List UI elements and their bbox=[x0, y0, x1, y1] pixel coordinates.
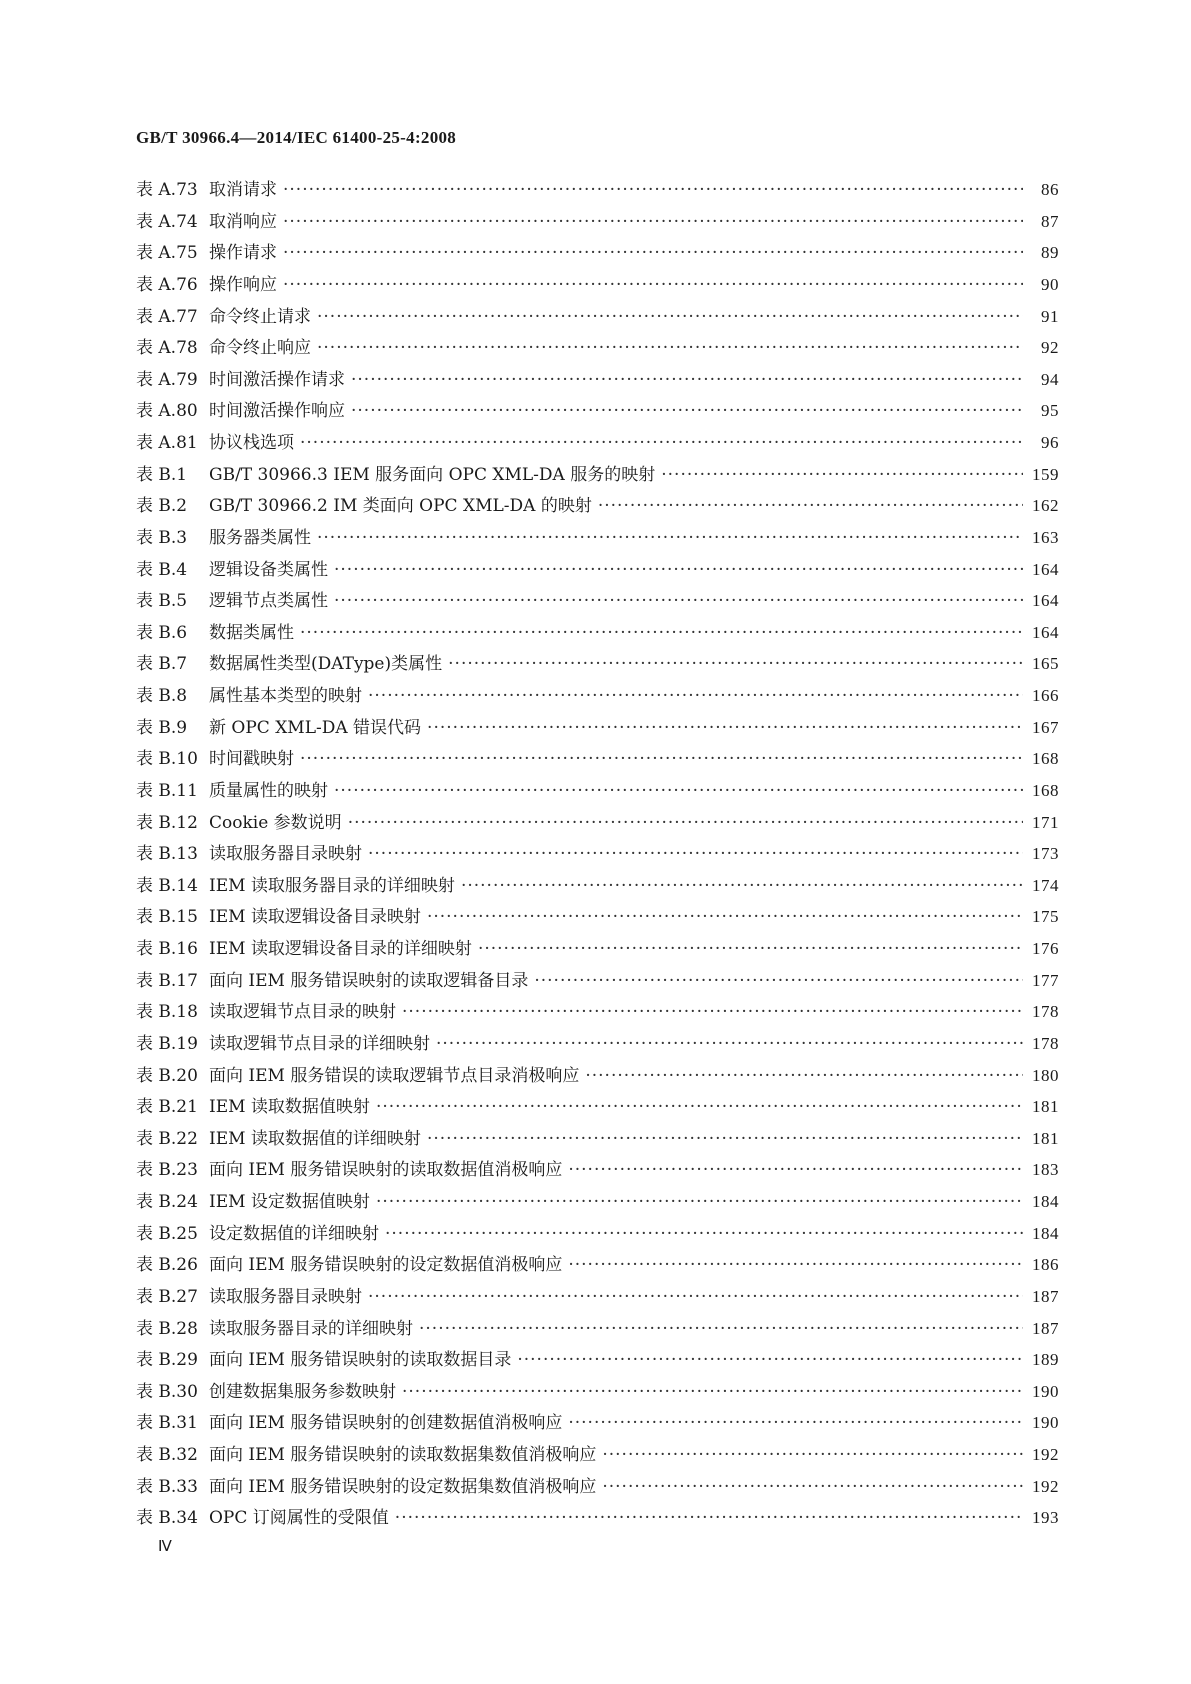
toc-entry-label: 表 A.78 bbox=[136, 338, 198, 359]
toc-entry[interactable] bbox=[136, 370, 1059, 402]
toc-entry-page: 164 bbox=[1032, 559, 1059, 579]
toc-entry-page: 92 bbox=[1041, 338, 1059, 358]
toc-entry-label: 表 B.31 bbox=[136, 1413, 198, 1434]
toc-entry-label: 表 B.12 bbox=[136, 812, 198, 833]
toc-entry-label: 表 B.9 bbox=[136, 717, 188, 738]
toc-entry-page: 163 bbox=[1032, 527, 1059, 547]
toc-entry-page: 86 bbox=[1041, 180, 1059, 199]
toc-entry-label: 表 B.15 bbox=[136, 907, 198, 928]
toc-entry-page: 184 bbox=[1032, 1192, 1059, 1211]
toc-entry-title: 命令终止响应 bbox=[209, 338, 311, 359]
toc-entry-page: 173 bbox=[1032, 844, 1059, 864]
toc-entry-label: 表 B.11 bbox=[136, 780, 198, 801]
toc-entry-title: GB/T 30966.2 IM 类面向 OPC XML-DA 的映射 bbox=[209, 496, 592, 517]
toc-entry-label: 表 B.30 bbox=[136, 1381, 198, 1402]
toc-entry-page: 95 bbox=[1041, 401, 1059, 421]
toc-entry-page: 186 bbox=[1032, 1255, 1059, 1275]
toc-entry-page: 162 bbox=[1032, 496, 1059, 516]
toc-entry-title: 设定数据值的详细映射 bbox=[209, 1223, 379, 1244]
toc-entry-page: 181 bbox=[1032, 1128, 1059, 1148]
table-of-contents bbox=[136, 180, 1059, 1540]
toc-entry-page: 164 bbox=[1032, 591, 1059, 611]
toc-entry-title: IEM 读取数据值的详细映射 bbox=[209, 1128, 421, 1149]
dot-leader bbox=[376, 1192, 1023, 1212]
toc-entry[interactable] bbox=[136, 1413, 1059, 1445]
toc-entry-page: 189 bbox=[1032, 1350, 1059, 1370]
toc-entry-title: 新 OPC XML-DA 错误代码 bbox=[209, 717, 422, 738]
toc-entry-title: 数据类属性 bbox=[209, 622, 294, 643]
toc-entry[interactable] bbox=[136, 781, 1059, 813]
toc-entry-label: 表 B.27 bbox=[136, 1286, 198, 1307]
toc-entry-title: 读取逻辑节点目录的映射 bbox=[209, 1002, 396, 1023]
toc-entry-page: 181 bbox=[1032, 1097, 1059, 1117]
toc-entry-label: 表 B.1 bbox=[136, 464, 188, 485]
toc-entry-page: 96 bbox=[1041, 433, 1059, 452]
toc-entry[interactable] bbox=[136, 1477, 1059, 1509]
toc-entry-label: 表 B.14 bbox=[136, 875, 198, 896]
toc-entry-title: 创建数据集服务参数映射 bbox=[209, 1381, 396, 1402]
toc-entry-page: 187 bbox=[1032, 1286, 1059, 1306]
dot-leader bbox=[368, 844, 1023, 864]
toc-entry-page: 180 bbox=[1032, 1065, 1059, 1085]
toc-entry-page: 168 bbox=[1032, 780, 1059, 800]
toc-entry[interactable] bbox=[136, 496, 1059, 528]
dot-leader bbox=[661, 465, 1023, 485]
toc-entry-label: 表 B.8 bbox=[136, 686, 188, 706]
dot-leader bbox=[598, 496, 1023, 516]
toc-entry[interactable] bbox=[136, 813, 1059, 845]
toc-entry[interactable] bbox=[136, 686, 1059, 718]
dot-leader bbox=[568, 1255, 1023, 1275]
toc-entry[interactable] bbox=[136, 1192, 1059, 1224]
toc-entry-page: 190 bbox=[1032, 1381, 1059, 1401]
toc-entry-page: 165 bbox=[1032, 654, 1059, 674]
toc-entry-title: 面向 IEM 服务错误映射的读取数据目录 bbox=[209, 1350, 512, 1371]
toc-entry-label: 表 B.21 bbox=[136, 1097, 198, 1118]
dot-leader bbox=[478, 939, 1023, 959]
toc-entry-title: 操作请求 bbox=[209, 243, 277, 264]
toc-entry[interactable] bbox=[136, 718, 1059, 750]
toc-entry-page: 166 bbox=[1032, 686, 1059, 705]
toc-entry[interactable] bbox=[136, 1224, 1059, 1256]
dot-leader bbox=[283, 212, 1023, 232]
toc-entry-label: 表 B.5 bbox=[136, 591, 188, 612]
dot-leader bbox=[602, 1477, 1023, 1497]
dot-leader bbox=[534, 971, 1023, 991]
toc-entry[interactable] bbox=[136, 465, 1059, 497]
toc-entry[interactable] bbox=[136, 243, 1059, 275]
toc-entry-page: 175 bbox=[1032, 907, 1059, 927]
toc-entry-label: 表 B.26 bbox=[136, 1255, 198, 1276]
toc-entry-label: 表 B.28 bbox=[136, 1318, 198, 1339]
toc-entry-label: 表 A.79 bbox=[136, 369, 198, 390]
dot-leader bbox=[334, 591, 1023, 611]
toc-entry-page: 187 bbox=[1032, 1318, 1059, 1338]
dot-leader bbox=[427, 907, 1023, 927]
dot-leader bbox=[385, 1224, 1023, 1244]
toc-entry[interactable] bbox=[136, 528, 1059, 560]
toc-entry[interactable] bbox=[136, 560, 1059, 592]
toc-entry-title: GB/T 30966.3 IEM 服务面向 OPC XML-DA 服务的映射 bbox=[209, 464, 656, 485]
toc-entry-page: 192 bbox=[1032, 1445, 1059, 1464]
toc-entry[interactable] bbox=[136, 307, 1059, 339]
document-header: GB/T 30966.4—2014/IEC 61400-25-4:2008 bbox=[136, 128, 457, 147]
toc-entry-title: 面向 IEM 服务错误的读取逻辑节点目录消极响应 bbox=[209, 1065, 580, 1086]
toc-entry-title: 面向 IEM 服务错误映射的设定数据值消极响应 bbox=[209, 1255, 563, 1276]
toc-entry-title: 面向 IEM 服务错误映射的读取数据集数值消极响应 bbox=[209, 1445, 597, 1465]
toc-entry[interactable] bbox=[136, 1255, 1059, 1287]
toc-entry-label: 表 B.32 bbox=[136, 1445, 198, 1465]
dot-leader bbox=[300, 623, 1023, 643]
toc-entry-page: 176 bbox=[1032, 939, 1059, 958]
toc-entry-label: 表 B.29 bbox=[136, 1350, 198, 1371]
toc-entry-page: 168 bbox=[1032, 749, 1059, 769]
toc-entry-title: 质量属性的映射 bbox=[209, 780, 328, 801]
toc-entry-title: 取消请求 bbox=[209, 180, 277, 200]
toc-entry-title: 服务器类属性 bbox=[209, 527, 311, 548]
toc-entry-title: 时间激活操作请求 bbox=[209, 369, 345, 390]
dot-leader bbox=[368, 1287, 1023, 1307]
toc-entry-title: 读取服务器目录映射 bbox=[209, 1286, 362, 1307]
toc-entry-page: 171 bbox=[1032, 812, 1059, 832]
toc-entry-title: IEM 读取服务器目录的详细映射 bbox=[209, 875, 455, 896]
toc-entry-title: OPC 订阅属性的受限值 bbox=[209, 1508, 389, 1529]
toc-entry-page: 89 bbox=[1041, 243, 1059, 263]
toc-entry[interactable] bbox=[136, 1319, 1059, 1351]
toc-entry-title: 取消响应 bbox=[209, 211, 277, 232]
toc-entry-title: 时间戳映射 bbox=[209, 749, 294, 770]
dot-leader bbox=[419, 1319, 1023, 1339]
toc-entry[interactable] bbox=[136, 1129, 1059, 1161]
toc-entry-label: 表 B.20 bbox=[136, 1065, 198, 1086]
toc-entry-label: 表 B.10 bbox=[136, 749, 198, 770]
toc-entry-page: 184 bbox=[1032, 1223, 1059, 1243]
toc-entry-title: 面向 IEM 服务错误映射的设定数据集数值消极响应 bbox=[209, 1476, 597, 1497]
toc-entry[interactable] bbox=[136, 1382, 1059, 1414]
dot-leader bbox=[348, 813, 1023, 833]
toc-entry-label: 表 B.17 bbox=[136, 970, 198, 991]
toc-entry[interactable] bbox=[136, 1066, 1059, 1098]
toc-entry[interactable] bbox=[136, 433, 1059, 465]
toc-entry-page: 190 bbox=[1032, 1413, 1059, 1433]
toc-entry-title: 面向 IEM 服务错误映射的读取逻辑备目录 bbox=[209, 970, 529, 991]
toc-entry[interactable] bbox=[136, 749, 1059, 781]
toc-entry-title: IEM 设定数据值映射 bbox=[209, 1192, 370, 1212]
dot-leader bbox=[368, 686, 1023, 706]
toc-entry-label: 表 B.16 bbox=[136, 939, 198, 959]
dot-leader bbox=[317, 528, 1023, 548]
toc-entry-title: 时间激活操作响应 bbox=[209, 401, 345, 422]
toc-entry-title: 读取服务器目录映射 bbox=[209, 844, 362, 865]
toc-entry[interactable] bbox=[136, 1097, 1059, 1129]
toc-entry-page: 193 bbox=[1032, 1508, 1059, 1528]
dot-leader bbox=[402, 1002, 1023, 1022]
toc-entry[interactable] bbox=[136, 275, 1059, 307]
toc-entry-page: 164 bbox=[1032, 622, 1059, 642]
toc-entry[interactable] bbox=[136, 844, 1059, 876]
toc-entry-label: 表 B.25 bbox=[136, 1223, 198, 1244]
toc-entry[interactable] bbox=[136, 971, 1059, 1003]
dot-leader bbox=[317, 338, 1023, 358]
dot-leader bbox=[300, 749, 1023, 769]
toc-entry-page: 94 bbox=[1041, 369, 1059, 389]
dot-leader bbox=[317, 307, 1023, 327]
toc-entry-page: 178 bbox=[1032, 1002, 1059, 1022]
toc-entry[interactable] bbox=[136, 401, 1059, 433]
dot-leader bbox=[351, 401, 1023, 421]
toc-entry-title: IEM 读取逻辑设备目录映射 bbox=[209, 907, 421, 928]
toc-entry-label: 表 B.2 bbox=[136, 496, 188, 517]
toc-entry[interactable] bbox=[136, 907, 1059, 939]
dot-leader bbox=[602, 1445, 1023, 1465]
dot-leader bbox=[402, 1382, 1023, 1402]
toc-entry[interactable] bbox=[136, 591, 1059, 623]
toc-entry-title: 操作响应 bbox=[209, 274, 277, 295]
toc-entry[interactable] bbox=[136, 1002, 1059, 1034]
dot-leader bbox=[283, 180, 1023, 200]
dot-leader bbox=[283, 275, 1023, 295]
dot-leader bbox=[376, 1097, 1023, 1117]
toc-entry-page: 167 bbox=[1032, 717, 1059, 737]
dot-leader bbox=[395, 1508, 1023, 1528]
toc-entry-title: 命令终止请求 bbox=[209, 306, 311, 327]
toc-entry[interactable] bbox=[136, 623, 1059, 655]
dot-leader bbox=[568, 1413, 1023, 1433]
toc-entry-title: 协议栈选项 bbox=[209, 433, 294, 453]
toc-entry[interactable] bbox=[136, 1287, 1059, 1319]
toc-entry-label: 表 B.23 bbox=[136, 1160, 198, 1181]
toc-entry-label: 表 B.3 bbox=[136, 527, 188, 548]
toc-entry-title: 属性基本类型的映射 bbox=[209, 686, 362, 706]
dot-leader bbox=[334, 781, 1023, 801]
page-number: Ⅳ bbox=[158, 1539, 172, 1555]
toc-entry-label: 表 B.4 bbox=[136, 559, 188, 580]
toc-entry-label: 表 B.34 bbox=[136, 1508, 198, 1529]
toc-entry-title: IEM 读取数据值映射 bbox=[209, 1097, 370, 1118]
dot-leader bbox=[334, 560, 1023, 580]
toc-entry-label: 表 A.76 bbox=[136, 274, 198, 295]
toc-entry[interactable] bbox=[136, 1508, 1059, 1540]
toc-entry-page: 91 bbox=[1041, 306, 1059, 326]
toc-entry[interactable] bbox=[136, 180, 1059, 212]
toc-entry-title: 面向 IEM 服务错误映射的读取数据值消极响应 bbox=[209, 1160, 563, 1181]
dot-leader bbox=[517, 1350, 1023, 1370]
toc-entry-label: 表 B.6 bbox=[136, 622, 188, 643]
toc-entry-label: 表 B.22 bbox=[136, 1128, 198, 1149]
toc-entry-label: 表 A.80 bbox=[136, 401, 198, 422]
toc-entry-page: 174 bbox=[1032, 875, 1059, 895]
toc-entry-label: 表 B.18 bbox=[136, 1002, 198, 1023]
toc-entry-label: 表 B.13 bbox=[136, 844, 198, 865]
toc-entry-title: 逻辑设备类属性 bbox=[209, 559, 328, 580]
toc-entry-page: 192 bbox=[1032, 1476, 1059, 1496]
dot-leader bbox=[427, 1129, 1023, 1149]
dot-leader bbox=[448, 654, 1023, 674]
toc-entry-title: 面向 IEM 服务错误映射的创建数据值消极响应 bbox=[209, 1413, 563, 1434]
toc-entry-label: 表 B.7 bbox=[136, 654, 188, 675]
dot-leader bbox=[427, 718, 1023, 738]
toc-entry[interactable] bbox=[136, 1350, 1059, 1382]
toc-entry[interactable] bbox=[136, 1034, 1059, 1066]
toc-entry[interactable] bbox=[136, 338, 1059, 370]
toc-entry-page: 177 bbox=[1032, 970, 1059, 990]
dot-leader bbox=[300, 433, 1023, 453]
dot-leader bbox=[283, 243, 1023, 263]
toc-entry-title: 读取服务器目录的详细映射 bbox=[209, 1318, 413, 1339]
toc-entry[interactable] bbox=[136, 212, 1059, 244]
toc-entry-label: 表 B.19 bbox=[136, 1033, 198, 1054]
toc-entry[interactable] bbox=[136, 939, 1059, 971]
toc-entry-page: 178 bbox=[1032, 1033, 1059, 1053]
toc-entry-title: Cookie 参数说明 bbox=[209, 812, 342, 833]
toc-entry-label: 表 B.24 bbox=[136, 1192, 198, 1212]
toc-entry[interactable] bbox=[136, 1160, 1059, 1192]
dot-leader bbox=[585, 1066, 1023, 1086]
toc-entry-label: 表 A.74 bbox=[136, 211, 198, 232]
toc-entry-page: 87 bbox=[1041, 211, 1059, 231]
dot-leader bbox=[351, 370, 1023, 390]
toc-entry[interactable] bbox=[136, 654, 1059, 686]
toc-entry-label: 表 A.77 bbox=[136, 306, 198, 327]
toc-entry-title: 读取逻辑节点目录的详细映射 bbox=[209, 1033, 430, 1054]
toc-entry-title: 数据属性类型(DAType)类属性 bbox=[209, 654, 443, 675]
toc-entry-label: 表 A.75 bbox=[136, 243, 198, 264]
toc-entry-page: 183 bbox=[1032, 1160, 1059, 1180]
toc-entry-label: 表 A.73 bbox=[136, 180, 198, 200]
toc-entry-label: 表 B.33 bbox=[136, 1476, 198, 1497]
toc-entry-label: 表 A.81 bbox=[136, 433, 198, 453]
toc-entry[interactable] bbox=[136, 1445, 1059, 1477]
toc-entry-page: 159 bbox=[1032, 464, 1059, 484]
toc-entry-title: IEM 读取逻辑设备目录的详细映射 bbox=[209, 939, 472, 959]
dot-leader bbox=[461, 876, 1023, 896]
toc-entry[interactable] bbox=[136, 876, 1059, 908]
dot-leader bbox=[436, 1034, 1023, 1054]
toc-entry-title: 逻辑节点类属性 bbox=[209, 591, 328, 612]
dot-leader bbox=[568, 1160, 1023, 1180]
toc-entry-page: 90 bbox=[1041, 274, 1059, 294]
